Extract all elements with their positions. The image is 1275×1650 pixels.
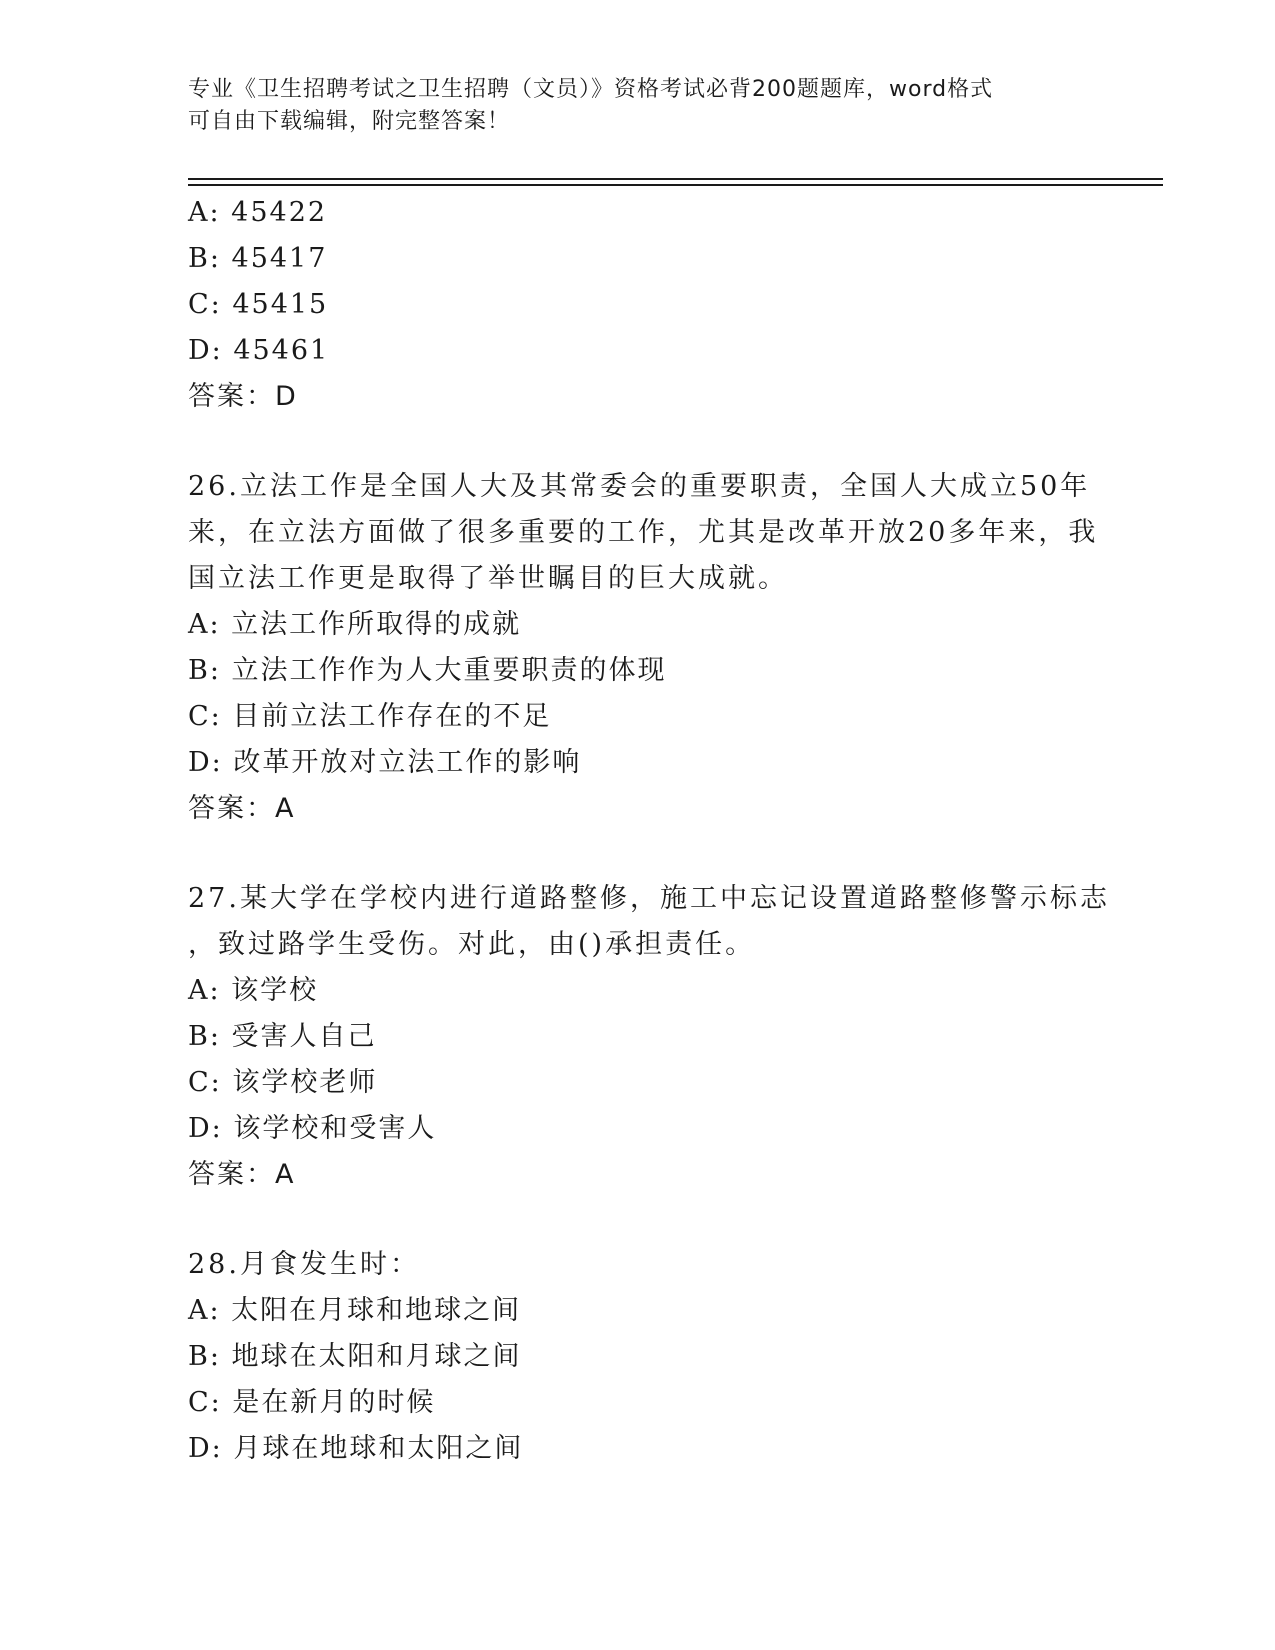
question-text: [188, 464, 1099, 602]
spacer: [188, 420, 1088, 464]
option-b: B: 地球在太阳和月球之间: [188, 1341, 522, 1372]
question-block-28: [188, 1242, 1088, 1472]
option-c: C: 该学校老师: [188, 1067, 378, 1098]
spacer: [188, 832, 1088, 876]
option-d: D: 月球在地球和太阳之间: [188, 1433, 524, 1464]
question-text: [188, 876, 1110, 968]
option-d: D: 改革开放对立法工作的影响: [188, 747, 582, 778]
header-divider-bottom: [188, 184, 1163, 186]
answer-line: 答案：D: [188, 381, 298, 412]
option-a: A: 45422: [188, 197, 328, 228]
question-text-line: 国立法工作更是取得了举世瞩目的巨大成就。: [188, 563, 788, 594]
document-header: [188, 74, 1088, 138]
option-a: A: 该学校: [188, 975, 319, 1006]
option-c: C: 45415: [188, 289, 329, 320]
question-text-line: 27.某大学在学校内进行道路整修，施工中忘记设置道路整修警示标志: [188, 883, 1110, 914]
option-b: B: 受害人自己: [188, 1021, 377, 1052]
question-text-line: ，致过路学生受伤。对此，由()承担责任。: [188, 929, 756, 960]
option-b: B: 立法工作作为人大重要职责的体现: [188, 655, 667, 686]
question-list: [188, 190, 1110, 1472]
option-a: A: 立法工作所取得的成就: [188, 609, 522, 640]
question-text-line: 26.立法工作是全国人大及其常委会的重要职责，全国人大成立50年: [188, 471, 1091, 502]
answer-line: 答案：A: [188, 1159, 296, 1190]
header-divider-top: [188, 178, 1163, 180]
question-text: [188, 1242, 1088, 1288]
question-block-26: [188, 464, 1099, 832]
option-b: B: 45417: [188, 243, 328, 274]
header-line-1: 专业《卫生招聘考试之卫生招聘（文员）》资格考试必背200题题库，word格式: [188, 77, 994, 102]
option-c: C: 目前立法工作存在的不足: [188, 701, 552, 732]
option-c: C: 是在新月的时候: [188, 1387, 436, 1418]
question-block-25: [188, 190, 1088, 420]
question-block-27: [188, 876, 1110, 1198]
answer-line: 答案：A: [188, 793, 296, 824]
option-a: A: 太阳在月球和地球之间: [188, 1295, 522, 1326]
header-line-2: 可自由下载编辑，附完整答案！: [188, 109, 511, 134]
option-d: D: 45461: [188, 335, 330, 366]
spacer: [188, 1198, 1088, 1242]
option-d: D: 该学校和受害人: [188, 1113, 437, 1144]
question-text-line: 来，在立法方面做了很多重要的工作，尤其是改革开放20多年来，我: [188, 517, 1099, 548]
question-text-line: 28.月食发生时：: [188, 1249, 420, 1280]
